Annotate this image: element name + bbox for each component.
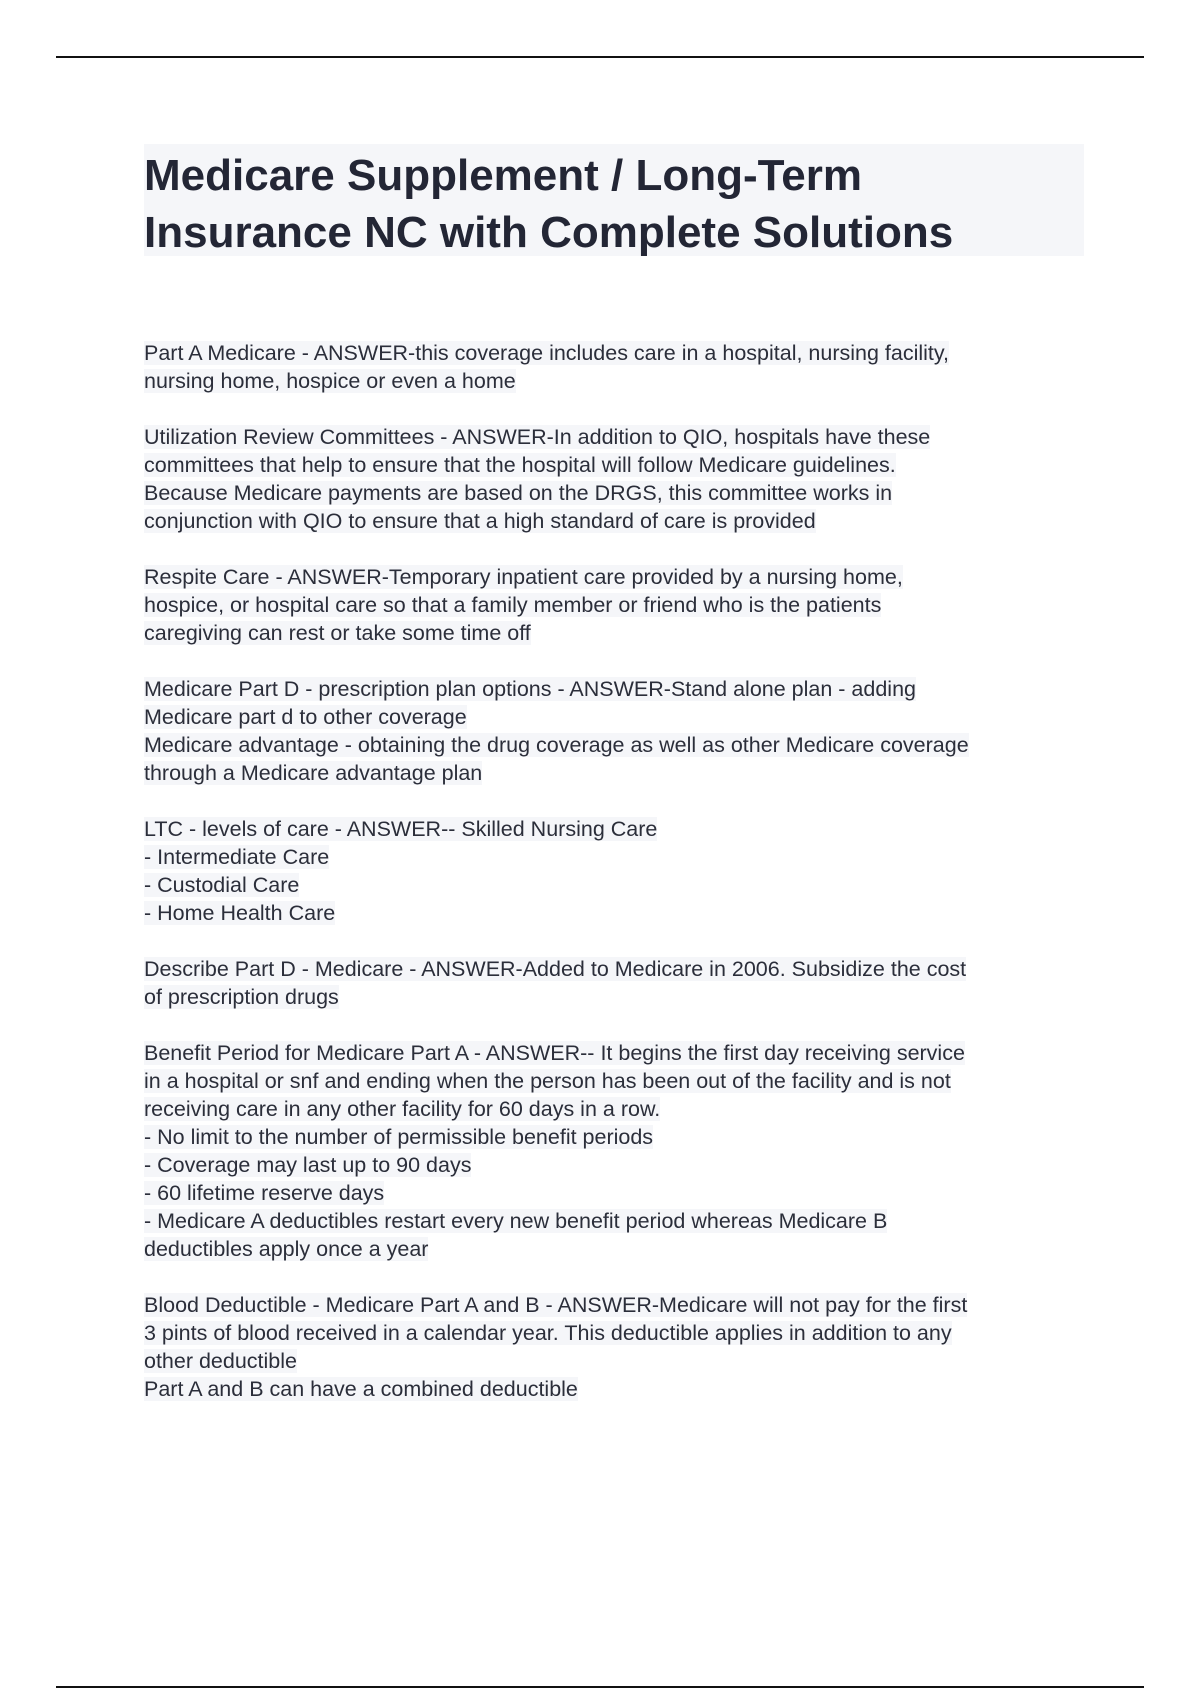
qa-line (144, 1375, 1084, 1403)
qa-line (144, 1095, 1084, 1123)
qa-line (144, 871, 1084, 899)
qa-line-text: Utilization Review Committees - ANSWER-In addition to QIO, hospitals have these (144, 425, 931, 449)
qa-line (144, 1151, 1084, 1179)
qa-line (144, 843, 1084, 871)
qa-entry (144, 1291, 1084, 1403)
qa-entry (144, 1039, 1084, 1263)
document-title (144, 144, 1084, 256)
qa-line (144, 591, 1084, 619)
qa-line (144, 1347, 1084, 1375)
qa-line (144, 731, 1084, 759)
qa-entry (144, 339, 1084, 395)
title-line: Medicare Supplement / Long-Term (144, 151, 862, 200)
qa-line (144, 1067, 1084, 1095)
qa-line-text: - Home Health Care (144, 901, 336, 925)
qa-line-text: Benefit Period for Medicare Part A - ANSWER-- It begins the first day receiving service (144, 1041, 965, 1065)
qa-line (144, 563, 1084, 591)
qa-line-text: nursing home, hospice or even a home (144, 369, 516, 393)
top-divider (56, 56, 1144, 58)
qa-line-text: 3 pints of blood received in a calendar year. This deductible applies in addition to any (144, 1321, 952, 1345)
qa-line (144, 1235, 1084, 1263)
qa-line-text: caregiving can rest or take some time off (144, 621, 531, 645)
qa-line (144, 1039, 1084, 1067)
qa-line-text: receiving care in any other facility for 60 days in a row. (144, 1097, 661, 1121)
qa-line (144, 675, 1084, 703)
qa-line (144, 899, 1084, 927)
qa-line-text: through a Medicare advantage plan (144, 761, 483, 785)
qa-line-text: - Custodial Care (144, 873, 300, 897)
qa-line (144, 815, 1084, 843)
qa-line (144, 983, 1084, 1011)
qa-line (144, 507, 1084, 535)
qa-line-text: Part A and B can have a combined deductible (144, 1377, 578, 1401)
qa-line-text: Respite Care - ANSWER-Temporary inpatient care provided by a nursing home, (144, 565, 903, 589)
qa-line-text: - No limit to the number of permissible benefit periods (144, 1125, 654, 1149)
qa-line (144, 1319, 1084, 1347)
qa-line-text: Blood Deductible - Medicare Part A and B - ANSWER-Medicare will not pay for the first (144, 1293, 968, 1317)
qa-line (144, 703, 1084, 731)
qa-line (144, 339, 1084, 367)
qa-line (144, 1179, 1084, 1207)
qa-line-text: - Intermediate Care (144, 845, 330, 869)
qa-line-text: Describe Part D - Medicare - ANSWER-Added to Medicare in 2006. Subsidize the cost (144, 957, 967, 981)
qa-line-text: - Medicare A deductibles restart every new benefit period whereas Medicare B (144, 1209, 888, 1233)
qa-entry (144, 955, 1084, 1011)
qa-line (144, 619, 1084, 647)
qa-entry (144, 815, 1084, 927)
qa-line-text: committees that help to ensure that the hospital will follow Medicare guidelines. (144, 453, 896, 477)
qa-entry (144, 423, 1084, 535)
qa-line-text: Because Medicare payments are based on the DRGS, this committee works in (144, 481, 893, 505)
qa-line (144, 423, 1084, 451)
qa-line-text: other deductible (144, 1349, 297, 1373)
qa-line (144, 1291, 1084, 1319)
qa-line (144, 955, 1084, 983)
qa-line (144, 759, 1084, 787)
qa-line-text: deductibles apply once a year (144, 1237, 429, 1261)
qa-line-text: hospice, or hospital care so that a family member or friend who is the patients (144, 593, 882, 617)
qa-entry (144, 563, 1084, 647)
qa-line-text: conjunction with QIO to ensure that a high standard of care is provided (144, 509, 816, 533)
qa-line-text: Part A Medicare - ANSWER-this coverage includes care in a hospital, nursing facility, (144, 341, 950, 365)
qa-line-text: Medicare part d to other coverage (144, 705, 467, 729)
qa-line (144, 451, 1084, 479)
qa-line (144, 1123, 1084, 1151)
qa-entry (144, 675, 1084, 787)
title-line: Insurance NC with Complete Solutions (144, 208, 954, 257)
qa-line-text: - Coverage may last up to 90 days (144, 1153, 472, 1177)
qa-line-text: Medicare advantage - obtaining the drug coverage as well as other Medicare coverage (144, 733, 969, 757)
qa-line-text: Medicare Part D - prescription plan options - ANSWER-Stand alone plan - adding (144, 677, 916, 701)
qa-list (144, 339, 1084, 1431)
qa-line-text: in a hospital or snf and ending when the person has been out of the facility and is not (144, 1069, 951, 1093)
qa-line (144, 367, 1084, 395)
qa-line (144, 1207, 1084, 1235)
qa-line-text: of prescription drugs (144, 985, 339, 1009)
qa-line-text: LTC - levels of care - ANSWER-- Skilled Nursing Care (144, 817, 658, 841)
qa-line (144, 479, 1084, 507)
qa-line-text: - 60 lifetime reserve days (144, 1181, 385, 1205)
bottom-divider (56, 1686, 1144, 1688)
